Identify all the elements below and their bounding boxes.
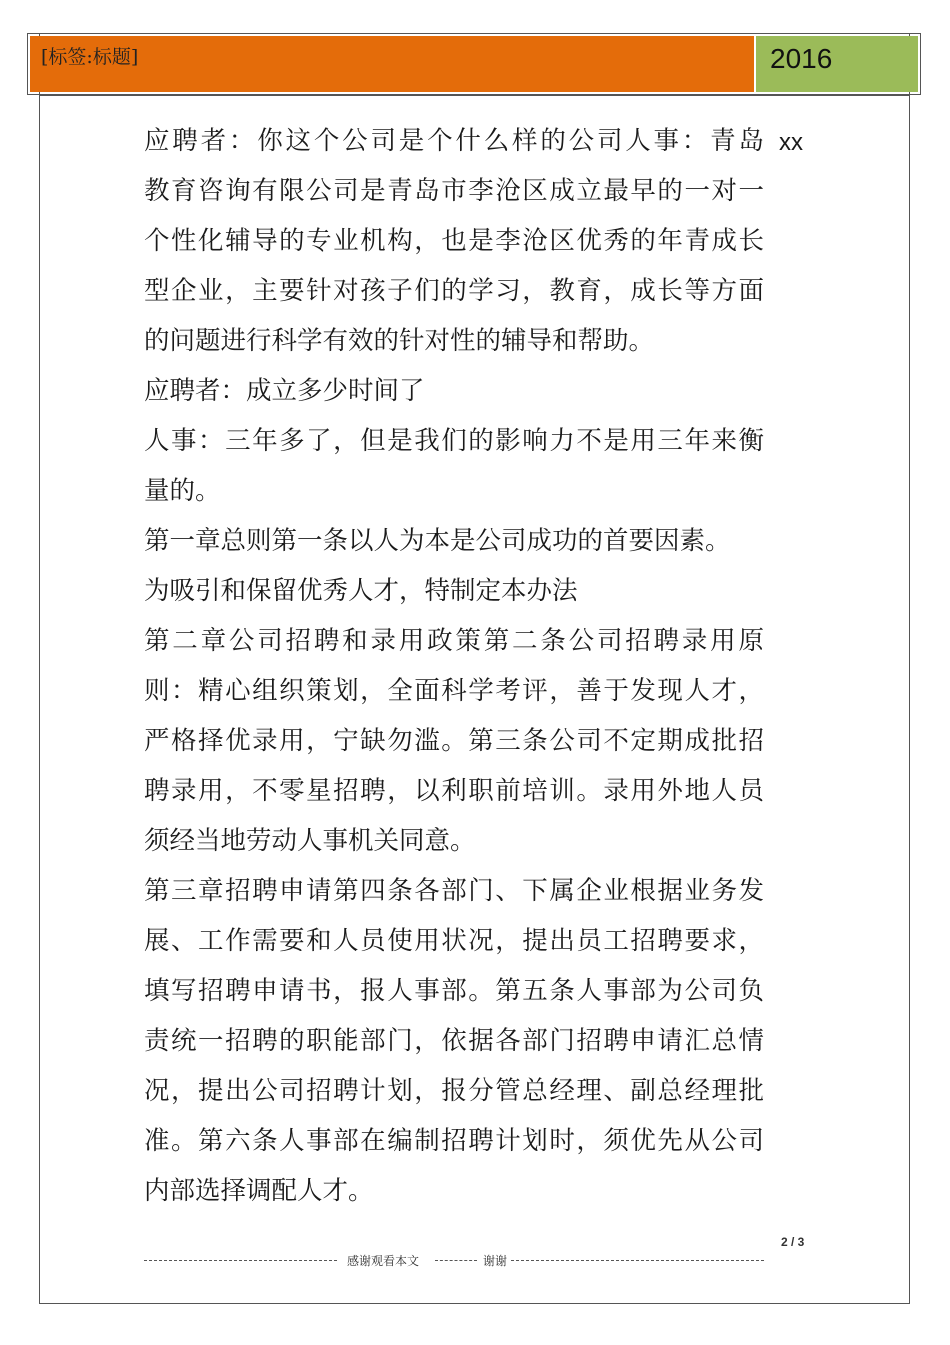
body-line: 严格择优录用，宁缺勿滥。第三条公司不定期成批招 [144,726,764,756]
footer-divider [435,1260,477,1261]
footer-divider [144,1260,337,1261]
page-footer [144,1250,764,1270]
side-note: xx [779,129,803,156]
body-line: 况，提出公司招聘计划，报分管总经理、副总经理批 [144,1076,764,1106]
body-line: 应聘者：成立多少时间了 [144,376,425,406]
footer-thanks-short: 谢谢 [483,1253,508,1268]
footer-divider [511,1260,764,1261]
body-line: 内部选择调配人才。 [144,1176,374,1206]
body-line: 准。第六条人事部在编制招聘计划时，须优先从公司 [144,1126,764,1156]
page-number: 2 / 3 [781,1235,805,1249]
body-line: 人事：三年多了，但是我们的影响力不是用三年来衡 [144,426,764,456]
body-line: 填写招聘申请书，报人事部。第五条人事部为公司负 [144,976,764,1006]
body-line: 应聘者：你这个公司是个什么样的公司人事：青岛 [144,126,764,156]
body-line: 个性化辅导的专业机构，也是李沧区优秀的年青成长 [144,226,764,256]
document-body [144,116,764,1216]
body-line: 的问题进行科学有效的针对性的辅导和帮助。 [144,326,655,356]
header-divider [39,95,910,96]
body-line: 为吸引和保留优秀人才，特制定本办法 [144,576,578,606]
body-line: 责统一招聘的职能部门，依据各部门招聘申请汇总情 [144,1026,764,1056]
body-line: 第一章总则第一条以人为本是公司成功的首要因素。 [144,526,731,556]
header-year: 2016 [770,43,833,74]
body-line: 聘录用，不零星招聘，以利职前培训。录用外地人员 [144,776,764,806]
body-line: 教育咨询有限公司是青岛市李沧区成立最早的一对一 [144,176,764,206]
body-line: 型企业，主要针对孩子们的学习，教育，成长等方面 [144,276,764,306]
header-tag-label: [标签:标题] [41,46,139,68]
footer-thanks-text: 感谢观看本文 [347,1253,420,1268]
body-line: 第二章公司招聘和录用政策第二条公司招聘录用原 [144,626,764,656]
body-line: 则：精心组织策划，全面科学考评，善于发现人才， [144,676,764,706]
body-line: 须经当地劳动人事机关同意。 [144,826,476,856]
body-line: 量的。 [144,476,221,506]
header-title-bar [30,36,754,92]
body-line: 第三章招聘申请第四条各部门、下属企业根据业务发 [144,876,764,906]
body-line: 展、工作需要和人员使用状况，提出员工招聘要求， [144,926,764,956]
